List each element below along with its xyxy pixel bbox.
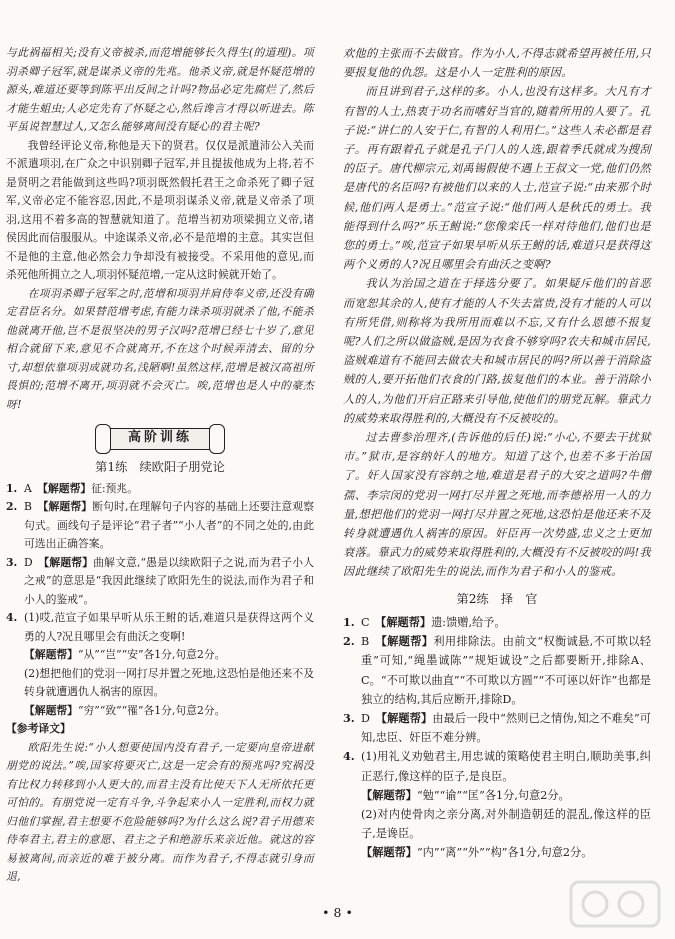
lesson-1-item-4 bbox=[6, 609, 314, 646]
item-4-part-2: (2)想把他们的党羽一网打尽并置之死地,这恐怕是他还来不及转身就遭遇仇人祸害的原因。 bbox=[24, 666, 314, 698]
lesson-1-item-2 bbox=[6, 498, 314, 554]
item-4-part-2-note bbox=[6, 702, 314, 721]
item-4-part-2-note bbox=[343, 843, 651, 862]
item-tag: 【解题帮】 bbox=[42, 481, 92, 495]
lesson-2-title: 第2练 择 官 bbox=[456, 591, 538, 606]
item-text: 由最后一段中“然则已之情伪,知之不难矣”可知,忠臣、奸臣不难分辨。 bbox=[361, 711, 651, 745]
lesson-2-items bbox=[343, 613, 651, 863]
right-para-1: 欢他的主张而不去做官。作为小人,不得志就希望再被任用,只要报复他的仇怨。这是小人一定胜利的原因。 bbox=[343, 47, 651, 80]
item-tag: 【解题帮】 bbox=[43, 555, 94, 569]
right-para-3: 我认为治国之道在于择选分要了。如果疑斥他们的首恶而宽恕其余的人,使有才能的人不失去富贵,没有才能的人可以有所凭借,则称将为我所用而难以不忘,又有什么恩德不报复呢?人们之所以做盗贼,是因为衣食不够穿吗?农夫和城市居民,盗贼难道有不能回去做农夫和城市居民的吗?所以善于消除盗贼的人,要开拓他们衣食的门路,拔复他们的本业。善于消除小人的人,为他们开启正路来引导他,使他们的朋党瓦解。靠武力的威势来取得胜利的,大概没有不反被咬的。 bbox=[343, 277, 651, 425]
item-note: “勉”“谕”“匡”各1分,句意2分。 bbox=[416, 788, 570, 802]
left-para-3: 在项羽杀卿子冠军之时,范增和项羽并肩侍奉义帝,还没有确定君臣名分。如果替范增考虑,有能力诛杀项羽就杀了他,不能杀他就离开他,岂不是很坚决的男子汉吗?范增已经七十岁了,意见相合就留下来,意见不合就离开,不在这个时候弄清去、留的分寸,却想依靠项羽成就功名,浅陋啊!虽然这样,范增是被汉高祖所畏惧的;范增不离开,项羽就不会灭亡。唉,范增也是人中的豪杰呀! bbox=[6, 286, 314, 411]
right-para-2: 而且讲到君子,这样的多。小人,也没有这样多。大凡有才有智的人士,热衷于功名而嗜好当官的,随着所用的人要了。孔子说:“讲仁的人安于仁,有智的人利用仁。”这些人未必都是君子。再有跟着孔子就是孔子门人的人选,跟着季氏就成为搜刮的臣子。唐代柳宗元,刘禹锡假使不遇上王叔文一党,他们仍然是唐代的名臣吗?有被他们以来的人士,范宣子说:“由来那个时候,他们两人是勇士。”范宣子说:“他们两人是秋氏的勇士。我能得到什么吗?”乐王鲋说:“您像栾氏一样对待他们,他们也是您的勇士。”唉,范宣子如果早听从乐王鲋的话,难道只是获得这两个义勇的人?况且哪里会有曲沃之变啊? bbox=[343, 85, 651, 272]
item-tag: 【解题帮】 bbox=[361, 787, 417, 802]
item-tag: 【解题帮】 bbox=[381, 710, 433, 725]
item-number: 4. bbox=[343, 749, 355, 764]
lesson-1-item-3 bbox=[6, 554, 314, 610]
item-answer: D bbox=[361, 711, 370, 725]
item-4-part-1: (1)用礼义劝勉君主,用忠诚的策略使君主明白,顺助美事,纠正恶行,像这样的臣子,是良臣。 bbox=[361, 750, 651, 783]
item-4-part-2: (2)对内使骨肉之亲分离,对外制造朝廷的混乱,像这样的臣子,是谗臣。 bbox=[361, 807, 651, 841]
lesson-1-title: 第1练 续欧阳子朋党论 bbox=[95, 460, 225, 474]
lesson-1-item-1 bbox=[6, 480, 314, 499]
left-column bbox=[6, 44, 314, 887]
item-tag: 【解题帮】 bbox=[361, 845, 417, 860]
item-answer: C bbox=[361, 615, 370, 629]
right-column bbox=[343, 44, 651, 863]
item-text: 遗:馈赠,给予。 bbox=[431, 615, 506, 629]
lesson-2-item-3 bbox=[343, 709, 651, 747]
left-para-1: 与此祸福相关;没有义帝被杀,而范增能够长久得生(的道理)。项羽杀卿子冠军,就是谋杀义帝的先兆。他杀义帝,就是怀疑范增的源头,难道还要等到陈平出反间之计吗?物品必定先腐烂了,然后才能生蛆虫;人必定先有了怀疑之心,然后谗言才得以听进去。陈平虽说智慧过人,又怎么能够离间没有疑心的君主呢? bbox=[6, 46, 314, 133]
item-number: 3. bbox=[343, 710, 355, 725]
item-answer: A bbox=[24, 481, 32, 495]
item-number: 1. bbox=[343, 614, 355, 629]
item-text: 断句时,在理解句子内容的基础上还要注意观察句式。画线句子是评论“君子者”“小人者”的不同之处的,由此可选出正确答案。 bbox=[24, 500, 314, 550]
item-number: 2. bbox=[343, 634, 355, 649]
item-tag: 【解题帮】 bbox=[24, 703, 78, 717]
item-4-part-1-note bbox=[343, 786, 651, 805]
item-text: 利用排除法。由前文“权衡诚悬,不可欺以轻重”可知,“绳墨诚陈”“规矩诚设”之后都要断开,排除A、C。“不可欺以曲直”“不可欺以方圆”“不可诬以奸诈”也都是独立的结构,其后应断开,排除D。 bbox=[361, 635, 651, 706]
reference-translation-title: 【参考译文】 bbox=[6, 722, 71, 735]
lesson-2-item-1 bbox=[343, 613, 651, 632]
reference-translation-text: 欧阳先生说:“小人想要使国内没有君子,一定要向皇帝进献朋党的说法。”唉,国家将要灭亡,这是一定会有的预兆吗?究祸没有比权力转移到小人更大的,而君主没有比使天下人无所依托更可怕的。有朋党说一定有斗争,斗争起来小人一定胜利,而权力就归他们掌握,君主想要不危险能够吗?为什么这么说?君子用德来侍奉君主,君主的意愿、君主之子和绝游乐来亲近他。就这的容易被离间,而亲近的难于被分离。而作为君子,不得志就引身而退, bbox=[6, 740, 314, 883]
item-answer: D bbox=[24, 555, 33, 569]
item-note: “穷”“致”“罹”各1分,句意2分。 bbox=[77, 703, 226, 717]
item-tag: 【解题帮】 bbox=[42, 500, 93, 513]
item-answer: B bbox=[361, 635, 370, 649]
item-number: 4. bbox=[6, 611, 18, 624]
item-note: “从”“岂”“安”各1分,句意2分。 bbox=[77, 648, 226, 661]
lesson-2-item-2 bbox=[343, 632, 651, 709]
item-tag: 【解题帮】 bbox=[381, 634, 434, 649]
item-number: 3. bbox=[6, 555, 18, 569]
watermark-logo-icon bbox=[569, 880, 661, 928]
item-4-part-1-note bbox=[6, 646, 314, 665]
right-para-4: 过去曹参治理齐,(告诉他的后任)说:“小心,不要去干扰狱市。”狱市,是容纳奸人的地方。知道了这个,也差不多于治国了。奸人国家没有容纳之地,难道是君子的大安之道吗?牛僧孺、李宗闵的党羽一网打尽并置之死地,而李德裕用一人的力量,想把他们的党羽一网打尽并置之死地,这恐怕是他还来不及转身就遭遇仇人祸害的原因。奸臣再一次势盛,忠义之士更加衰落。靠武力的威势来取得胜利的,大概没有不反被咬的吗!我因此继续了欧阳先生的说法,而作为君子和小人的鉴戒。 bbox=[343, 431, 651, 579]
item-text: 曲解文意,“愚是以续欧阳子之说,而为君子小人之戒”的意思是“我因此继续了欧阳先生的说法,而作为君子和小人的鉴戒”。 bbox=[24, 555, 314, 606]
item-note: “内”“离”“外”“构”各1分,句意2分。 bbox=[416, 846, 593, 860]
item-number: 1. bbox=[6, 481, 18, 495]
banner-title: 高阶训练 bbox=[127, 430, 192, 445]
item-tag: 【解题帮】 bbox=[24, 648, 78, 661]
training-banner bbox=[95, 420, 225, 454]
item-text: 征:预兆。 bbox=[91, 481, 139, 495]
item-answer: B bbox=[24, 500, 32, 513]
item-number: 2. bbox=[6, 500, 18, 513]
page-number: • 8 • bbox=[322, 905, 353, 920]
item-4-part-1: (1)哎,范宣子如果早听从乐王鲋的话,难道只是获得这两个义勇的人?况且哪里会有曲沃之变啊! bbox=[24, 611, 314, 643]
lesson-1-items bbox=[6, 480, 314, 887]
left-para-2: 我曾经评论义帝,称他是天下的贤君。仅仅是派遣沛公入关而不派遣项羽,在广众之中识别卿子冠军,并且提拔他成为上将,若不是贤明之君能做到这些吗?项羽既然假托君王之命杀死了卿子冠军,义帝必定不能容忍,因此,不是项羽谋杀义帝,就是义帝杀了项羽,这用不着多高的智慧就知道了。范增当初劝项梁拥立义帝,诸侯因此而信服服从。中途谋杀义帝,必不是范增的主意。其实岂但不是他的主意,他必然会力争却没有被接受。不采用他的意见,而杀死他所拥立之人,项羽怀疑范增,一定从这时候就开始了。 bbox=[6, 138, 314, 281]
lesson-2-item-4 bbox=[343, 747, 651, 785]
item-tag: 【解题帮】 bbox=[380, 614, 432, 629]
